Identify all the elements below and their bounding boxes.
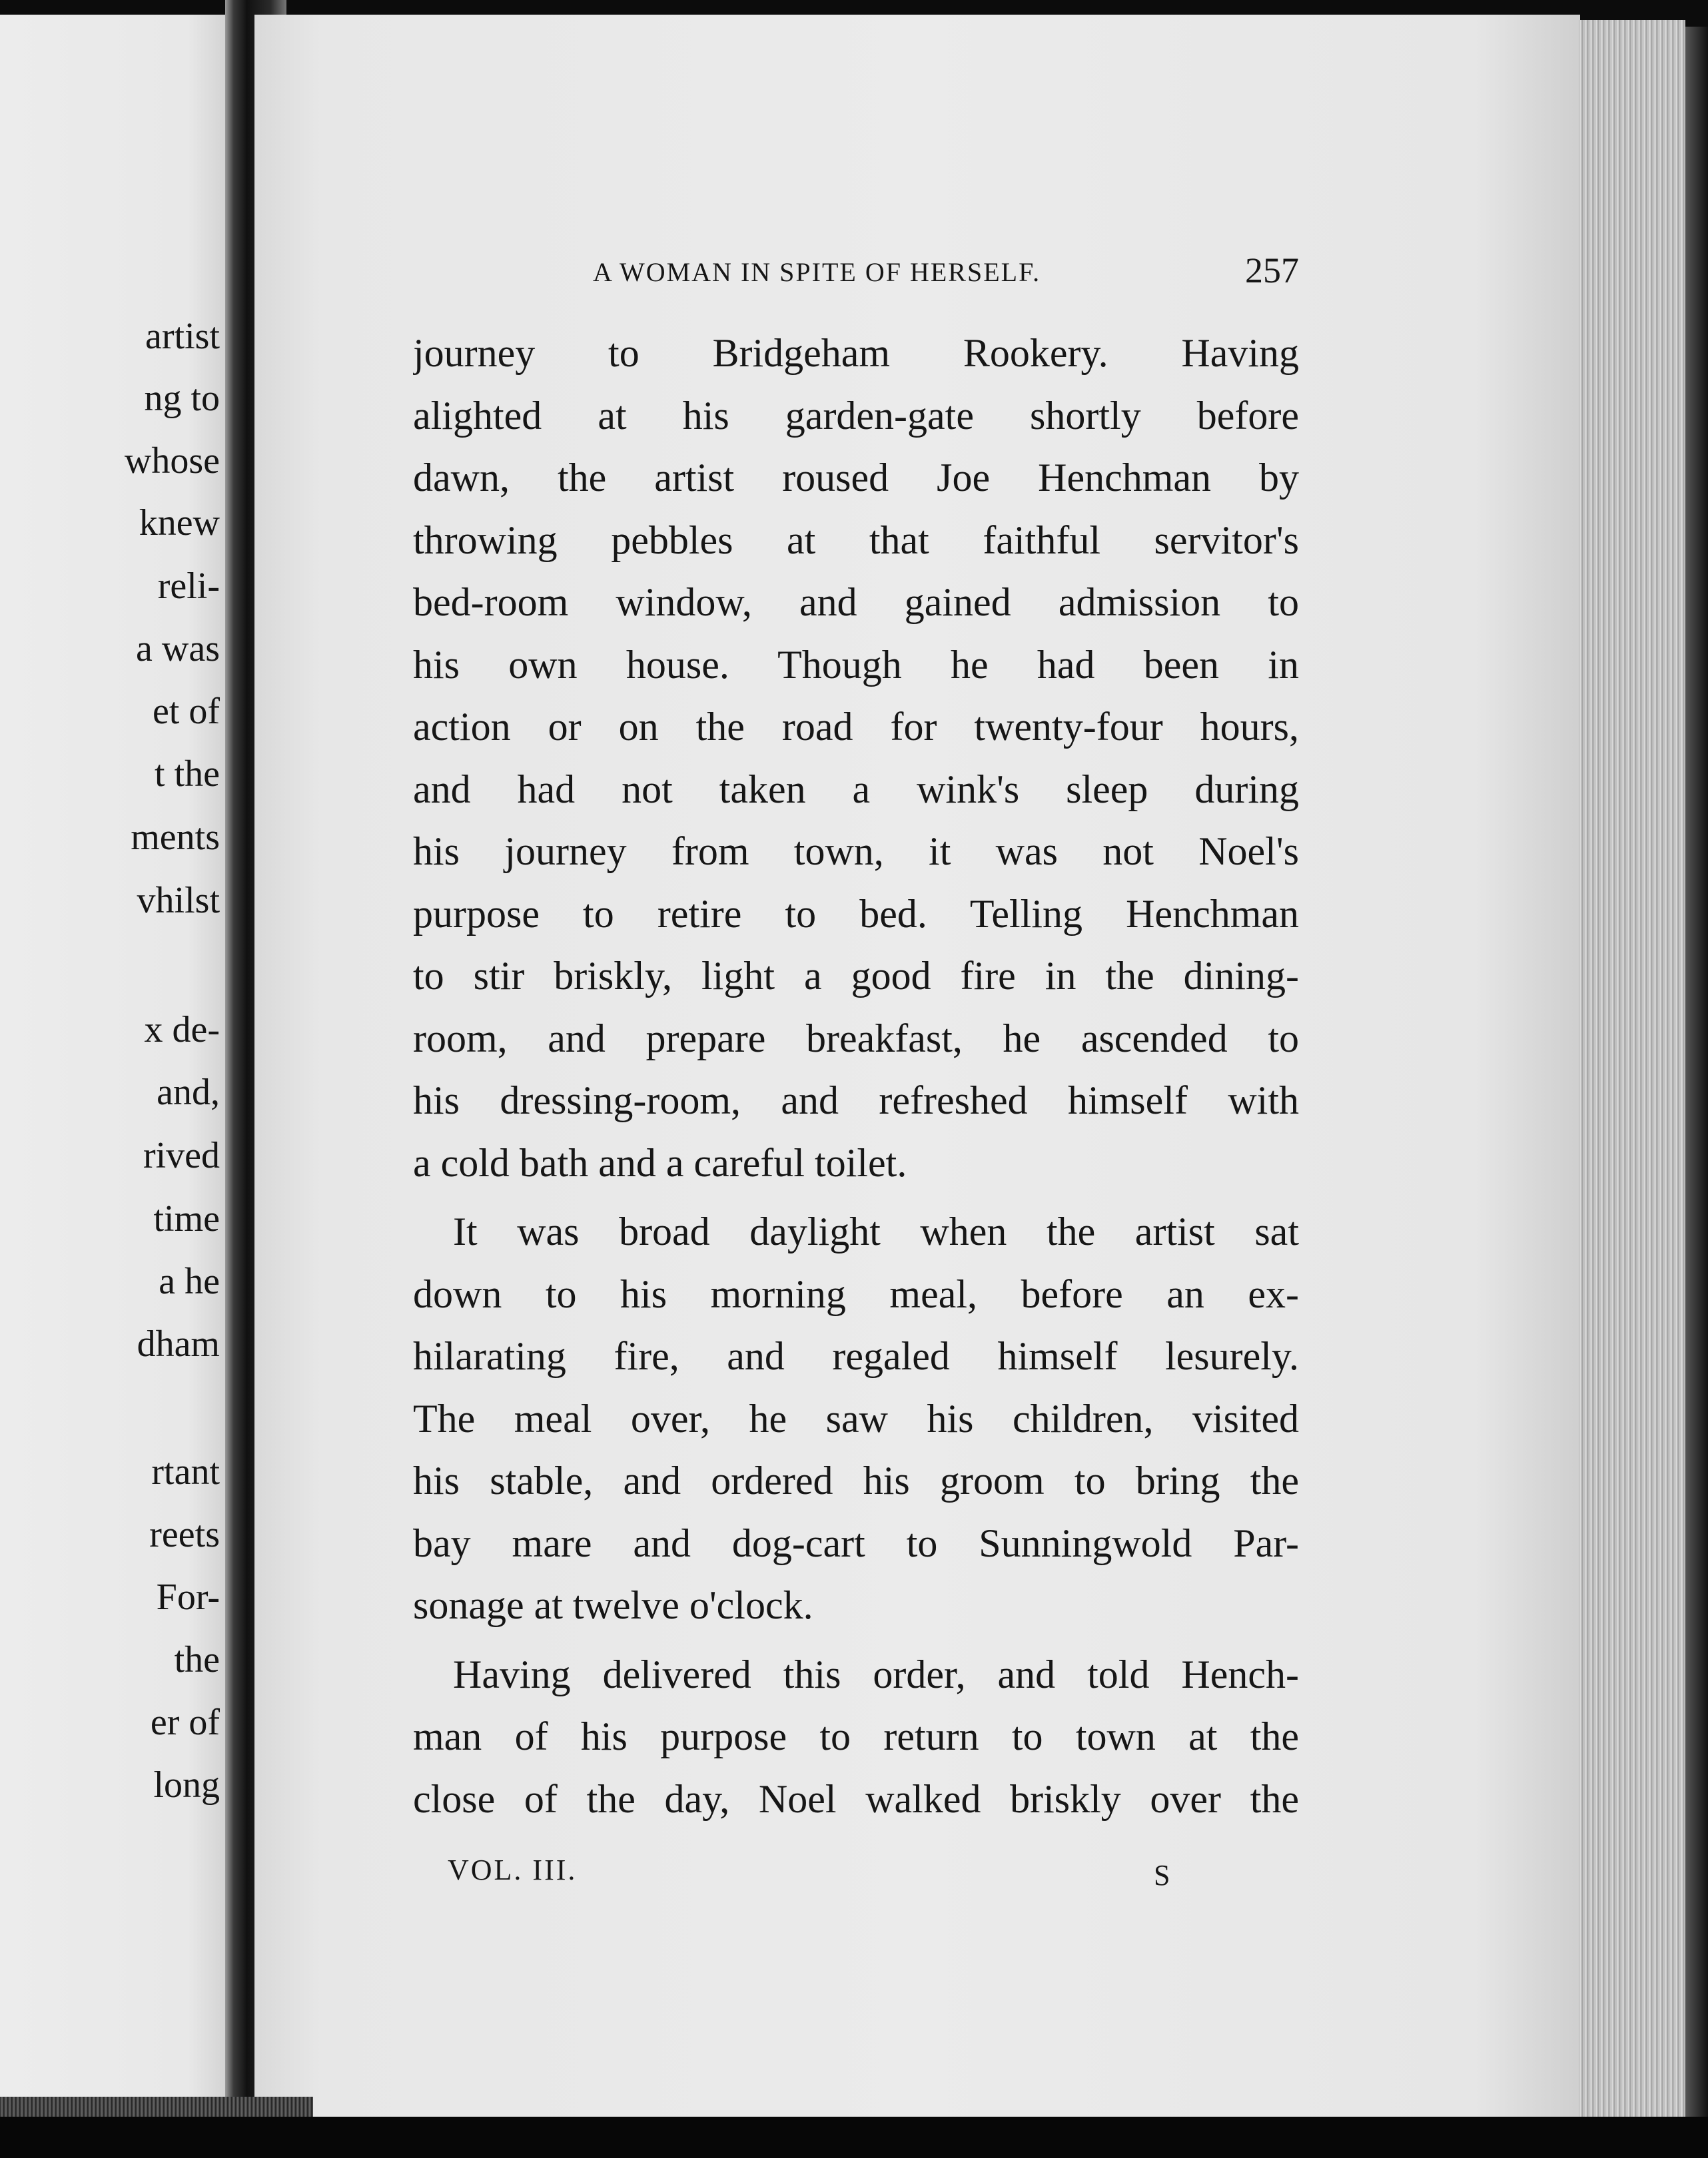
text-line: close of the day, Noel walked briskly over the xyxy=(413,1776,1299,1821)
text-line: hilarating fire, and regaled himself lesurely. xyxy=(413,1334,1299,1378)
body-text xyxy=(413,322,1299,1830)
left-page-line: reli- xyxy=(157,565,220,607)
left-page-line: reets xyxy=(149,1514,220,1555)
left-page-line: er of xyxy=(150,1702,220,1743)
left-page-line: ng to xyxy=(144,378,220,419)
text-line: The meal over, he saw his children, visited xyxy=(413,1396,1299,1441)
text-line: journey to Bridgeham Rookery. Having xyxy=(413,331,1299,375)
text-line: throwing pebbles at that faithful servitor's xyxy=(413,518,1299,562)
volume-marker: VOL. III. xyxy=(448,1854,578,1886)
left-page-line: a was xyxy=(136,628,220,669)
text-line: room, and prepare breakfast, he ascended to xyxy=(413,1016,1299,1060)
left-gutter-shadow xyxy=(225,0,246,2105)
scan-border-bottom xyxy=(0,2117,1708,2158)
left-page-line: knew xyxy=(139,502,220,543)
text-line: Having delivered this order, and told Hench- xyxy=(453,1652,1299,1696)
text-line: down to his morning meal, before an ex- xyxy=(413,1271,1299,1316)
text-line: bay mare and dog-cart to Sunningwold Par- xyxy=(413,1521,1299,1565)
text-line: bed-room window, and gained admission to xyxy=(413,580,1299,624)
left-page-line: x de- xyxy=(144,1009,220,1050)
left-page-line: t the xyxy=(155,753,220,795)
running-header xyxy=(593,250,1306,296)
left-page-line: rtant xyxy=(151,1451,220,1493)
running-title: A WOMAN IN SPITE OF HERSELF. xyxy=(593,257,1041,287)
left-page-line: time xyxy=(153,1198,220,1240)
page-number: 257 xyxy=(1245,250,1299,290)
binding-cloth xyxy=(0,2097,313,2117)
text-line: and had not taken a wink's sleep during xyxy=(413,767,1299,811)
left-page-line: and, xyxy=(157,1072,220,1113)
cover-edge xyxy=(1685,27,1708,2118)
facing-left-page xyxy=(0,15,234,2105)
text-line: his journey from town, it was not Noel's xyxy=(413,829,1299,873)
left-page-line: artist xyxy=(145,316,220,357)
text-line: his stable, and ordered his groom to bring the xyxy=(413,1459,1299,1503)
text-line: It was broad daylight when the artist sat xyxy=(453,1210,1299,1254)
left-page-line: rived xyxy=(143,1135,220,1176)
left-page-line: whose xyxy=(124,440,220,482)
text-line: sonage at twelve o'clock. xyxy=(413,1583,813,1627)
text-line: man of his purpose to return to town at the xyxy=(413,1714,1299,1758)
signature-mark: S xyxy=(1154,1859,1170,1892)
left-page-line: a he xyxy=(159,1261,220,1302)
left-page-line: For- xyxy=(156,1577,220,1618)
text-line: a cold bath and a careful toilet. xyxy=(413,1140,907,1185)
text-line: to stir briskly, light a good fire in the dining- xyxy=(413,954,1299,998)
text-line: his own house. Though he had been in xyxy=(413,642,1299,687)
left-page-line: vhilst xyxy=(137,880,220,921)
text-line: action or on the road for twenty-four hours, xyxy=(413,705,1299,749)
text-line: his dressing-room, and refreshed himself with xyxy=(413,1078,1299,1122)
page-edges xyxy=(1579,20,1685,2118)
text-line: dawn, the artist roused Joe Henchman by xyxy=(413,456,1299,500)
left-page-line: the xyxy=(174,1639,220,1680)
left-page-line: et of xyxy=(152,691,220,732)
left-page-line: long xyxy=(153,1764,220,1806)
left-page-line: dham xyxy=(137,1323,220,1365)
text-line: alighted at his garden-gate shortly before xyxy=(413,393,1299,438)
left-page-line: ments xyxy=(131,817,220,858)
text-line: purpose to retire to bed. Telling Henchman xyxy=(413,891,1299,936)
